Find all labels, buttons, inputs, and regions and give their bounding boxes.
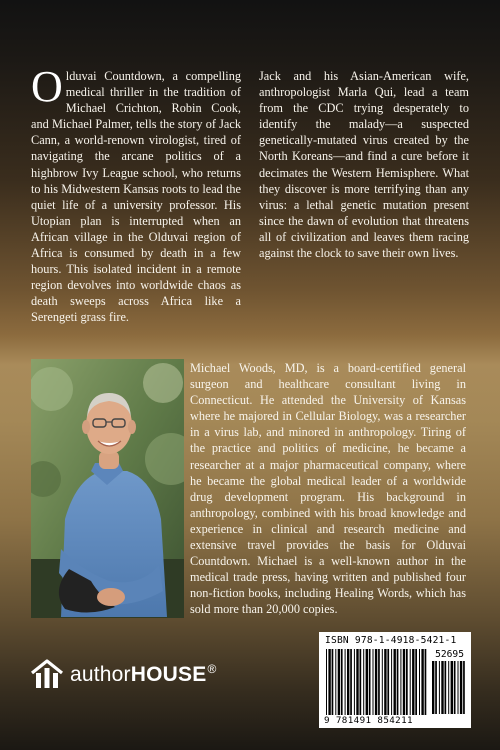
barcode-bar [435,661,437,714]
barcode-bar [412,649,414,715]
barcode-bar [328,649,330,715]
barcode-bar [419,649,420,715]
barcode-bar [403,649,405,715]
barcode-icon [326,649,428,715]
barcode-bar [347,649,349,715]
barcode-bar [360,649,362,715]
barcode-bar [394,649,396,715]
barcode-bar [460,661,462,714]
barcode-bar [445,661,447,714]
barcode-bar [451,661,453,714]
blurb-left-column [31,62,241,326]
blurb-right-column [259,68,469,261]
barcode-bar [363,649,364,715]
barcode-bar [369,649,371,715]
barcode-bar [397,649,399,715]
publisher-name-author: author [70,662,131,686]
blurb-right-text: Jack and his Asian-American wife, anthropologist Marla Qui, lead a team from the CDC trying desperately to identify the malady—a suspected genetically-mutated virus created by the North Koreans—and find a cure before it decimates the Western Hemisphere. What they discover is more terrifying than any virus: a lethal genetic mutation present since the dawn of evolution that threatens all of civilization and leaves them racing against the clock to save their own lives. [259,69,469,261]
barcode-bar [345,649,346,715]
barcode-bar [350,649,352,715]
author-photo [31,359,184,618]
barcode-bar [382,649,383,715]
barcode-bar [463,661,465,714]
author-bio [190,360,466,618]
barcode-bar [391,649,392,715]
barcode-bar [448,661,449,714]
barcode-bar [421,649,423,715]
barcode-bar [354,649,355,715]
authorhouse-logo-icon [31,659,63,689]
barcode-bar [387,649,389,715]
trademark-symbol: ® [207,661,217,676]
barcode-addon-icon [432,661,465,714]
barcode-bar [378,649,380,715]
author-bio-text: Michael Woods, MD, is a board-certified general surgeon and healthcare consultant living in Connecticut. He attended the University of Kansas where he majored in Cellular Biology, was a researcher in a virus lab, and minored in anthropology. Tiring of the practice and politics of medicine, he became a researcher at a major pharmaceutical company, where he became the global medical leader of a worldwide drug development program. His background in anthropology, combined with his broad knowledge and experience in clinical and research medicine and extensive travel provides the basis for Olduvai Countdown. Michael is a well-known author in the medical trade press, having written and published four non-fiction books, including Healing Words, which has sold more than 20,000 copies. [190,361,466,617]
barcode-bar [338,649,340,715]
barcode-bar [356,649,358,715]
price-code: 52695 [435,649,464,660]
barcode-bar [425,649,427,715]
barcode-bar [454,661,456,714]
barcode-bar [384,649,386,715]
barcode-digits: 9 781491 854211 [324,715,413,726]
barcode-bar [441,661,443,714]
barcode-bar [415,649,417,715]
barcode-bar [458,661,459,714]
author-portrait-icon [31,359,184,618]
barcode-bar [366,649,368,715]
barcode-bar [432,661,434,714]
barcode-bar [332,649,334,715]
barcode-bar [375,649,377,715]
barcode-bar [410,649,411,715]
publisher-name [70,662,216,687]
drop-cap: O [31,62,63,111]
barcode-bar [341,649,343,715]
barcode-bar [439,661,440,714]
barcode-bar [400,649,401,715]
isbn-label: ISBN 978-1-4918-5421-1 [325,635,457,646]
publisher-logo [31,659,216,689]
blurb-left-text: lduvai Countdown, a compelling medical thriller in the tradition of Michael Crichton, Robin Cook, and Michael Palmer, tells the story of Jack Cann, a world-renown virologist, tired of navigating the arcane politics of a highbrow Ivy League school, who returns to his Midwestern Kansas roots to lead the quiet life of a university professor. His Utopian plan is interrupted when an African village in the Olduvai region of Africa is consumed by death in a few hours. This isolated incident in a remote region devolves into worldwide chaos as death sweeps across Africa like a Serengeti grass fire. [31,69,241,325]
isbn-barcode [319,632,471,728]
barcode-bar [326,649,327,715]
publisher-name-house: HOUSE [130,662,207,686]
barcode-bar [406,649,408,715]
barcode-bar [335,649,336,715]
barcode-bar [373,649,374,715]
